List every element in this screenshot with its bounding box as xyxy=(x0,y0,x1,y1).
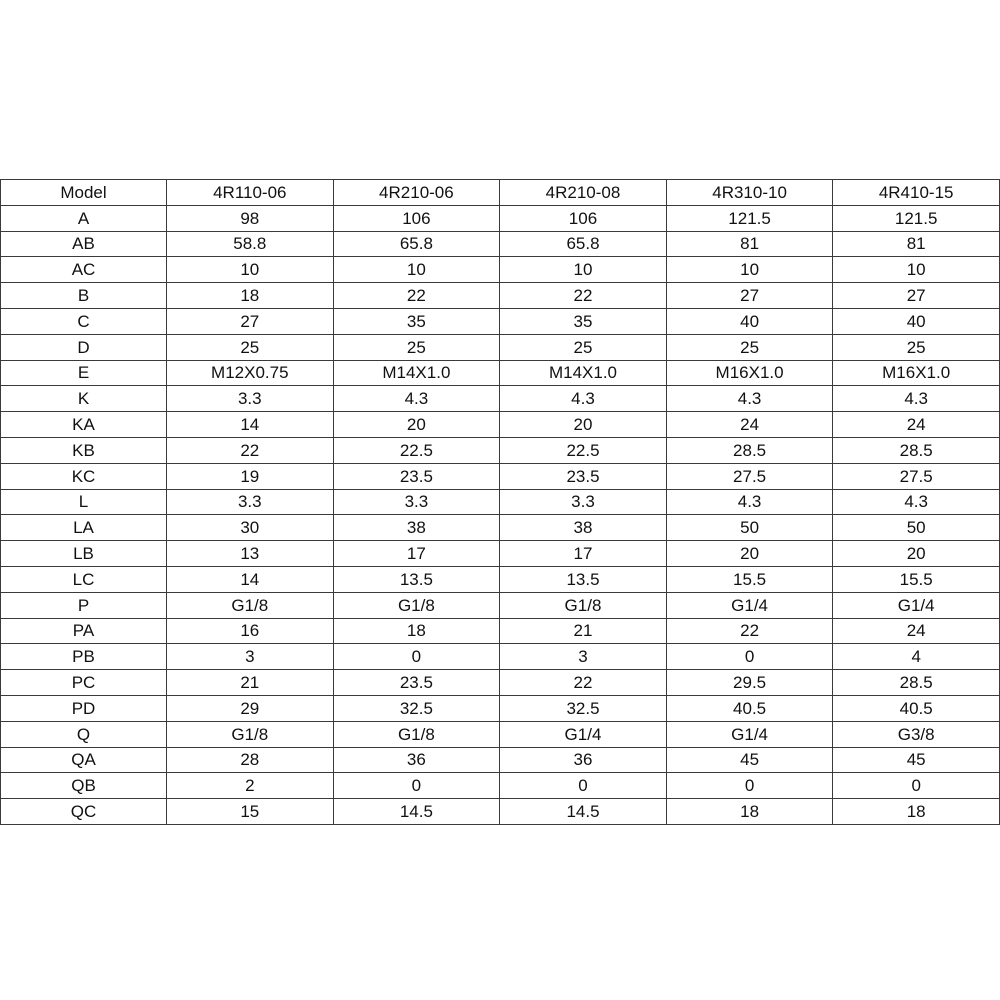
dimension-value-cell: 19 xyxy=(167,463,334,489)
dimension-label-cell: AB xyxy=(1,231,167,257)
dimension-value-cell: 22 xyxy=(167,437,334,463)
dimension-value-cell: 21 xyxy=(500,618,667,644)
dimension-value-cell: 0 xyxy=(666,773,833,799)
dimension-value-cell: 10 xyxy=(666,257,833,283)
dimension-value-cell: G1/4 xyxy=(833,592,1000,618)
dimension-value-cell: 36 xyxy=(333,747,500,773)
dimension-value-cell: 24 xyxy=(833,412,1000,438)
table-row xyxy=(1,437,1000,463)
dimension-value-cell: 38 xyxy=(500,515,667,541)
dimension-value-cell: 13.5 xyxy=(333,566,500,592)
dimension-label-cell: QB xyxy=(1,773,167,799)
dimension-value-cell: 28.5 xyxy=(833,437,1000,463)
dimension-value-cell: 0 xyxy=(666,644,833,670)
table-row xyxy=(1,644,1000,670)
dimension-value-cell: 18 xyxy=(167,283,334,309)
dimension-value-cell: 35 xyxy=(333,308,500,334)
table-row xyxy=(1,489,1000,515)
dimension-value-cell: 58.8 xyxy=(167,231,334,257)
table-row xyxy=(1,231,1000,257)
header-row xyxy=(1,180,1000,206)
dimension-value-cell: 0 xyxy=(500,773,667,799)
dimension-value-cell: 0 xyxy=(833,773,1000,799)
dimension-value-cell: G1/4 xyxy=(500,721,667,747)
dimension-value-cell: G1/8 xyxy=(500,592,667,618)
dimension-value-cell: 17 xyxy=(333,541,500,567)
model-column-header: 4R210-08 xyxy=(500,180,667,206)
dimension-label-cell: D xyxy=(1,334,167,360)
dimension-label-cell: AC xyxy=(1,257,167,283)
table-row xyxy=(1,257,1000,283)
dimension-label-cell: Q xyxy=(1,721,167,747)
dimension-value-cell: 17 xyxy=(500,541,667,567)
dimension-label-cell: KB xyxy=(1,437,167,463)
dimension-value-cell: 121.5 xyxy=(833,205,1000,231)
dimension-value-cell: 14 xyxy=(167,412,334,438)
table-row xyxy=(1,747,1000,773)
dimension-value-cell: M16X1.0 xyxy=(833,360,1000,386)
dimension-value-cell: 40 xyxy=(833,308,1000,334)
dimension-label-cell: L xyxy=(1,489,167,515)
dimension-value-cell: 22.5 xyxy=(500,437,667,463)
dimension-value-cell: 4.3 xyxy=(333,386,500,412)
dimension-value-cell: 18 xyxy=(666,799,833,825)
dimension-value-cell: 27 xyxy=(167,308,334,334)
dimension-value-cell: M16X1.0 xyxy=(666,360,833,386)
dimension-value-cell: 0 xyxy=(333,773,500,799)
dimension-value-cell: 27.5 xyxy=(833,463,1000,489)
dimension-value-cell: 3.3 xyxy=(167,386,334,412)
dimension-value-cell: G3/8 xyxy=(833,721,1000,747)
dimension-label-cell: LC xyxy=(1,566,167,592)
dimension-label-cell: KA xyxy=(1,412,167,438)
dimension-value-cell: 3 xyxy=(500,644,667,670)
dimension-value-cell: 18 xyxy=(833,799,1000,825)
table-row xyxy=(1,386,1000,412)
dimension-label-cell: PA xyxy=(1,618,167,644)
dimension-value-cell: 22 xyxy=(333,283,500,309)
dimension-value-cell: 4.3 xyxy=(833,386,1000,412)
dimension-value-cell: 35 xyxy=(500,308,667,334)
dimension-value-cell: 23.5 xyxy=(500,463,667,489)
dimension-value-cell: 81 xyxy=(666,231,833,257)
dimension-value-cell: 30 xyxy=(167,515,334,541)
dimension-value-cell: 65.8 xyxy=(500,231,667,257)
dimension-value-cell: 106 xyxy=(333,205,500,231)
dimension-value-cell: M14X1.0 xyxy=(333,360,500,386)
dimension-label-cell: B xyxy=(1,283,167,309)
table-row xyxy=(1,695,1000,721)
dimension-value-cell: 13.5 xyxy=(500,566,667,592)
table-row xyxy=(1,412,1000,438)
dimension-value-cell: 10 xyxy=(500,257,667,283)
dimension-value-cell: 36 xyxy=(500,747,667,773)
dimension-value-cell: 98 xyxy=(167,205,334,231)
table-row xyxy=(1,618,1000,644)
spec-table-body xyxy=(1,180,1000,825)
dimension-value-cell: 25 xyxy=(500,334,667,360)
dimension-value-cell: 13 xyxy=(167,541,334,567)
dimension-label-cell: A xyxy=(1,205,167,231)
dimension-label-cell: C xyxy=(1,308,167,334)
dimension-label-cell: PD xyxy=(1,695,167,721)
dimension-value-cell: 15.5 xyxy=(833,566,1000,592)
dimension-value-cell: 50 xyxy=(666,515,833,541)
dimension-value-cell: 65.8 xyxy=(333,231,500,257)
dimension-value-cell: 3.3 xyxy=(333,489,500,515)
dimension-value-cell: G1/8 xyxy=(333,721,500,747)
dimension-label-cell: LB xyxy=(1,541,167,567)
dimension-value-cell: 22 xyxy=(500,283,667,309)
dimension-value-cell: 27.5 xyxy=(666,463,833,489)
dimension-value-cell: G1/4 xyxy=(666,721,833,747)
dimension-value-cell: 4 xyxy=(833,644,1000,670)
dimension-value-cell: 4.3 xyxy=(833,489,1000,515)
dimension-value-cell: 4.3 xyxy=(500,386,667,412)
dimension-value-cell: G1/8 xyxy=(167,592,334,618)
dimension-value-cell: 10 xyxy=(333,257,500,283)
dimension-value-cell: 24 xyxy=(833,618,1000,644)
dimension-value-cell: 2 xyxy=(167,773,334,799)
dimension-value-cell: 10 xyxy=(833,257,1000,283)
table-row xyxy=(1,283,1000,309)
dimension-value-cell: G1/4 xyxy=(666,592,833,618)
dimension-value-cell: 22 xyxy=(666,618,833,644)
dimension-label-cell: KC xyxy=(1,463,167,489)
dimension-value-cell: 121.5 xyxy=(666,205,833,231)
dimension-value-cell: 0 xyxy=(333,644,500,670)
dimension-value-cell: 4.3 xyxy=(666,386,833,412)
dimension-label-cell: QC xyxy=(1,799,167,825)
dimension-value-cell: 40.5 xyxy=(833,695,1000,721)
dimension-value-cell: 23.5 xyxy=(333,670,500,696)
table-row xyxy=(1,721,1000,747)
dimension-label-cell: P xyxy=(1,592,167,618)
dimension-value-cell: G1/8 xyxy=(167,721,334,747)
table-row xyxy=(1,515,1000,541)
dimension-value-cell: 50 xyxy=(833,515,1000,541)
dimension-spec-table xyxy=(0,179,1000,825)
dimension-value-cell: 14.5 xyxy=(500,799,667,825)
table-row xyxy=(1,773,1000,799)
dimension-value-cell: 45 xyxy=(833,747,1000,773)
table-row xyxy=(1,334,1000,360)
dimension-value-cell: 20 xyxy=(500,412,667,438)
dimension-value-cell: 106 xyxy=(500,205,667,231)
dimension-value-cell: 25 xyxy=(833,334,1000,360)
table-row xyxy=(1,670,1000,696)
dimension-value-cell: 25 xyxy=(333,334,500,360)
dimension-value-cell: 14 xyxy=(167,566,334,592)
table-row xyxy=(1,799,1000,825)
dimension-value-cell: 10 xyxy=(167,257,334,283)
dimension-value-cell: G1/8 xyxy=(333,592,500,618)
dimension-value-cell: 14.5 xyxy=(333,799,500,825)
dimension-value-cell: 20 xyxy=(333,412,500,438)
dimension-value-cell: 15 xyxy=(167,799,334,825)
model-column-header: 4R310-10 xyxy=(666,180,833,206)
table-row xyxy=(1,463,1000,489)
dimension-value-cell: 20 xyxy=(833,541,1000,567)
dimension-value-cell: 25 xyxy=(167,334,334,360)
dimension-value-cell: 32.5 xyxy=(500,695,667,721)
dimension-value-cell: 3.3 xyxy=(500,489,667,515)
table-row xyxy=(1,541,1000,567)
dimension-value-cell: 28 xyxy=(167,747,334,773)
dimension-value-cell: 40 xyxy=(666,308,833,334)
dimension-value-cell: 28.5 xyxy=(833,670,1000,696)
model-column-header: 4R410-15 xyxy=(833,180,1000,206)
dimension-value-cell: 15.5 xyxy=(666,566,833,592)
dimension-value-cell: 22 xyxy=(500,670,667,696)
dimension-value-cell: 25 xyxy=(666,334,833,360)
dimension-value-cell: 28.5 xyxy=(666,437,833,463)
model-column-header: 4R110-06 xyxy=(167,180,334,206)
table-row xyxy=(1,566,1000,592)
table-row xyxy=(1,308,1000,334)
dimension-value-cell: 23.5 xyxy=(333,463,500,489)
dimension-value-cell: 27 xyxy=(833,283,1000,309)
model-header-cell: Model xyxy=(1,180,167,206)
dimension-label-cell: QA xyxy=(1,747,167,773)
dimension-value-cell: 81 xyxy=(833,231,1000,257)
dimension-value-cell: M12X0.75 xyxy=(167,360,334,386)
dimension-label-cell: PC xyxy=(1,670,167,696)
dimension-value-cell: 32.5 xyxy=(333,695,500,721)
dimension-value-cell: 3 xyxy=(167,644,334,670)
dimension-value-cell: 45 xyxy=(666,747,833,773)
dimension-value-cell: 27 xyxy=(666,283,833,309)
dimension-value-cell: 4.3 xyxy=(666,489,833,515)
dimension-value-cell: 20 xyxy=(666,541,833,567)
table-row xyxy=(1,592,1000,618)
dimension-value-cell: 18 xyxy=(333,618,500,644)
dimension-value-cell: M14X1.0 xyxy=(500,360,667,386)
dimension-value-cell: 16 xyxy=(167,618,334,644)
dimension-value-cell: 24 xyxy=(666,412,833,438)
dimension-value-cell: 38 xyxy=(333,515,500,541)
dimension-value-cell: 21 xyxy=(167,670,334,696)
dimension-value-cell: 3.3 xyxy=(167,489,334,515)
dimension-value-cell: 22.5 xyxy=(333,437,500,463)
dimension-value-cell: 40.5 xyxy=(666,695,833,721)
dimension-value-cell: 29 xyxy=(167,695,334,721)
dimension-label-cell: PB xyxy=(1,644,167,670)
model-column-header: 4R210-06 xyxy=(333,180,500,206)
dimension-label-cell: K xyxy=(1,386,167,412)
table-row xyxy=(1,205,1000,231)
table-row xyxy=(1,360,1000,386)
dimension-label-cell: LA xyxy=(1,515,167,541)
dimension-label-cell: E xyxy=(1,360,167,386)
dimension-value-cell: 29.5 xyxy=(666,670,833,696)
